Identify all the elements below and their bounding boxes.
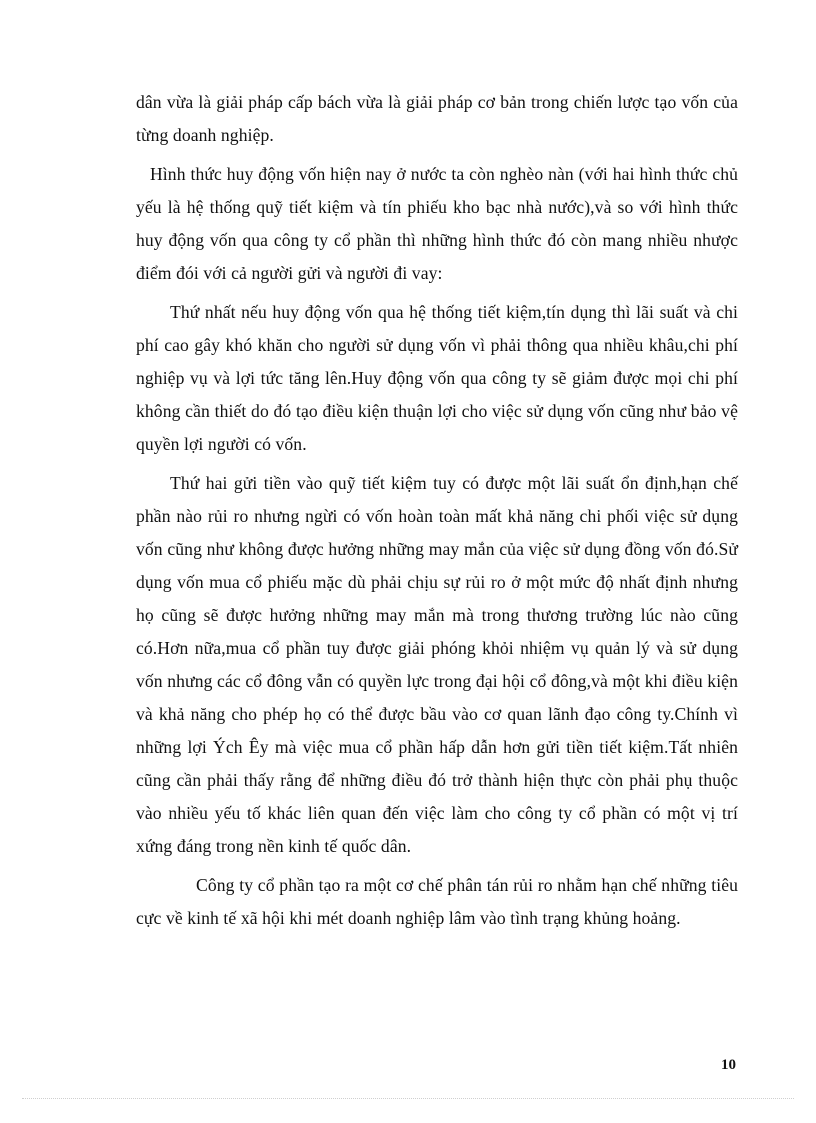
- document-body: [136, 86, 738, 935]
- paragraph-4: Thứ hai gửi tiền vào quỹ tiết kiệm tuy có được một lãi suất ổn định,hạn chế phần nào rủi ro nhưng ngừi có vốn hoàn toàn mất khả năng chi phối việc sử dụng vốn cũng như không được hưởng những may mắn của việc sử dụng đồng vốn đó.Sử dụng vốn mua cổ phiếu mặc dù phải chịu sự rủi ro ở một mức độ nhất định nhưng họ cũng sẽ được hưởng những may mắn mà trong thương trường lúc nào cũng có.Hơn nữa,mua cổ phần tuy được giải phóng khỏi nhiệm vụ quản lý và sử dụng vốn nhưng các cổ đông vẫn có quyền lực trong đại hội cổ đông,và một khi điều kiện và khả năng cho phép họ có thể được bầu vào cơ quan lãnh đạo công ty.Chính vì những lợi Ých Êy mà việc mua cổ phần hấp dẫn hơn gửi tiền tiết kiệm.Tất nhiên cũng cần phải thấy rằng để những điều đó trở thành hiện thực còn phải phụ thuộc vào nhiều yếu tố khác liên quan đến việc làm cho công ty cổ phần có một vị trí xứng đáng trong nền kinh tế quốc dân.: [136, 473, 738, 856]
- paragraph-1: dân vừa là giải pháp cấp bách vừa là giải pháp cơ bản trong chiến lược tạo vốn của từng doanh nghiệp.: [136, 92, 738, 145]
- page-number: 10: [721, 1057, 736, 1073]
- paragraph-2: Hình thức huy động vốn hiện nay ở nước ta còn nghèo nàn (với hai hình thức chủ yếu là hệ thống quỹ tiết kiệm và tín phiếu kho bạc nhà nước),và so với hình thức huy động vốn qua công ty cổ phần thì những hình thức đó còn mang nhiều nhược điểm đói với cả người gửi và người đi vay:: [136, 164, 738, 283]
- footer-divider: [22, 1098, 794, 1099]
- paragraph-3: Thứ nhất nếu huy động vốn qua hệ thống tiết kiệm,tín dụng thì lãi suất và chi phí cao gây khó khăn cho người sử dụng vốn vì phải thông qua nhiều khâu,chi phí nghiệp vụ và lợi tức tăng lên.Huy động vốn qua công ty sẽ giảm được mọi chi phí không cần thiết do đó tạo điều kiện thuận lợi cho việc sử dụng vốn cũng như bảo vệ quyền lợi người có vốn.: [136, 302, 738, 454]
- paragraph-5: Công ty cổ phần tạo ra một cơ chế phân tán rủi ro nhằm hạn chế những tiêu cực về kinh tế xã hội khi mét doanh nghiệp lâm vào tình trạng khủng hoảng.: [136, 875, 738, 928]
